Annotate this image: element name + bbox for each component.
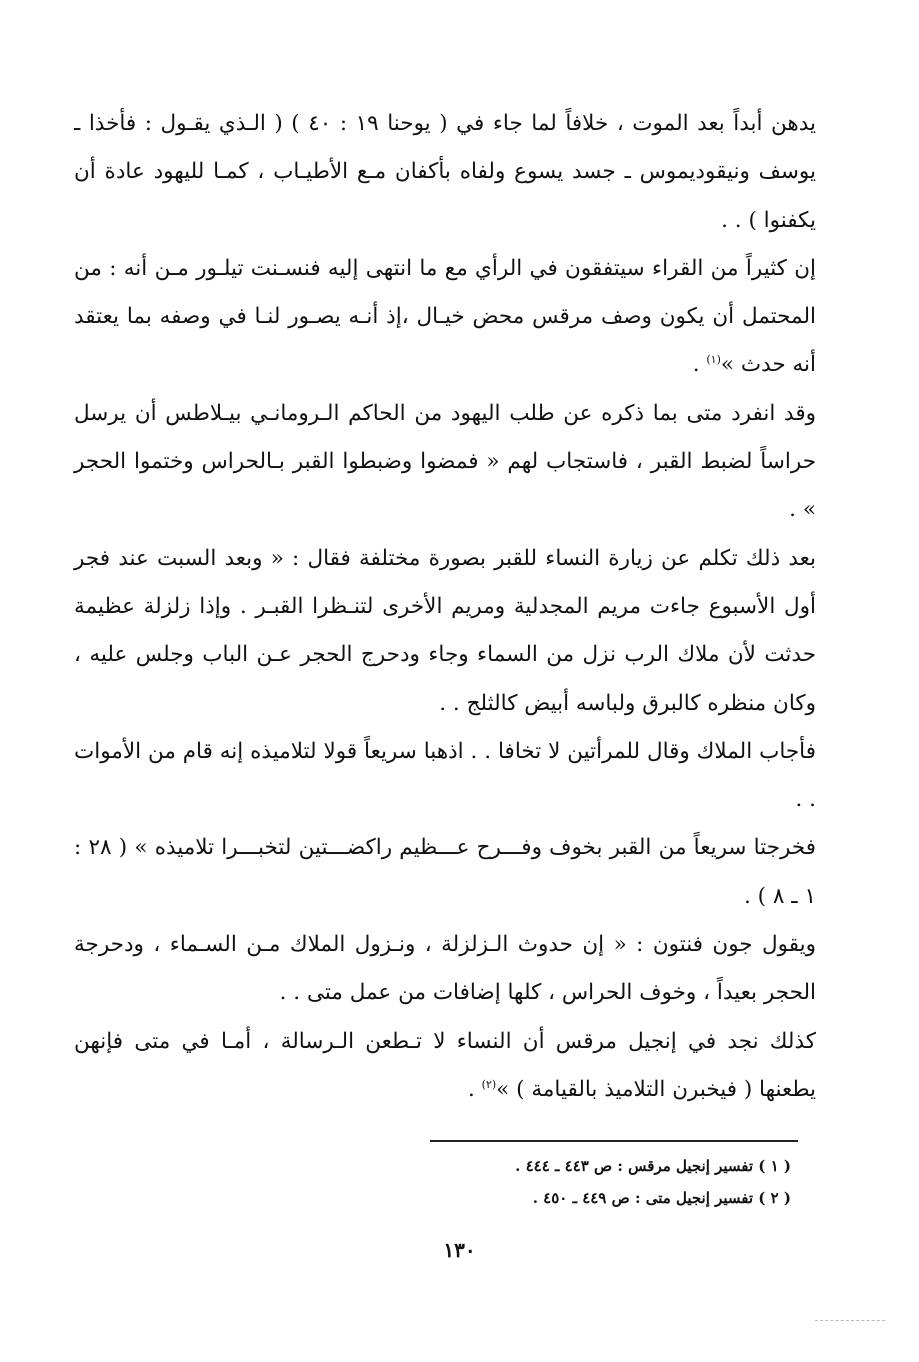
footnote-divider	[430, 1140, 798, 1142]
scan-edge-mark	[815, 1320, 885, 1321]
paragraph: فخرجتا سريعاً من القبر بخوف وفـــرح عـــظيم راكضـــتين لتخبـــرا تلاميذه » ( ٢٨ : ١ ـ ٨ ) .	[74, 835, 817, 909]
paragraph: يدهن أبداً بعد الموت ، خلافاً لما جاء في ( يوحنا ١٩ : ٤٠ ) ( الـذي يقـول : فأخذا ـ يوسف ونيقوديموس ـ جسد يسوع ولفاه بأكفان مـع الأطيـاب ، كمـا لليهود عادة أن يكفنوا ) . .	[74, 111, 816, 233]
footnote-marker: (٢)	[481, 1077, 497, 1091]
paragraph: ويقول جون فنتون : « إن حدوث الـزلزلة ، ونـزول الملاك مـن السـماء ، ودحرجة الحجر بعيداً ، وخوف الحراس ، كلها إضافات من عمل متى . .	[74, 932, 816, 1006]
main-text	[74, 100, 816, 1114]
footnote-1: ( ١ ) تفسير إنجيل مرقس : ص ٤٤٣ ـ ٤٤٤ .	[515, 1157, 791, 1175]
footnote-marker: (١)	[706, 353, 721, 367]
paragraph: وقد انفرد متى بما ذكره عن طلب اليهود من الحاكم الـرومانـي بيـلاطس أن يرسل حراساً لضبط القبر ، فاستجاب لهم « فمضوا وضبطوا القبر بـالحراس وختموا الحجر » .	[74, 400, 816, 523]
page-number: ١٣٠	[443, 1238, 476, 1262]
paragraph-text: إن كثيراً من القراء سيتفقون في الرأي مع ما انتهى إليه فنسـنت تيلـور مـن أنه : من المحتمل أن يكون وصف مرقس محض خيـال ،إذ أنـه يصـور لنـا في وصفه بما يعتقد أنه حدث »	[74, 255, 816, 378]
paragraph-text: كذلك نجد في إنجيل مرقس أن النساء لا تـطعن الـرسالة ، أمـا في متى فإنهن يطعنها ( فيخبرن التلاميذ بالقيامة ) »	[74, 1028, 816, 1102]
paragraph	[74, 1018, 816, 1115]
paragraph: فأجاب الملاك وقال للمرأتين لا تخافا . . اذهبا سريعاً قولا لتلاميذه إنه قام من الأموات . .	[74, 738, 816, 813]
paragraph-tail: .	[692, 352, 707, 378]
paragraph-tail: .	[467, 1076, 482, 1102]
paragraph	[74, 245, 816, 390]
footnote-2: ( ٢ ) تفسير إنجيل متى : ص ٤٤٩ ـ ٤٥٠ .	[532, 1189, 791, 1207]
footnotes	[515, 1150, 791, 1214]
paragraph: بعد ذلك تكلم عن زيارة النساء للقبر بصورة مختلفة فقال : « وبعد السبت عند فجر أول الأسبوع جاءت مريم المجدلية ومريم الأخرى لتنـظرا القبـر . وإذا زلزلة عظيمة حدثت لأن ملاك الرب نزل من السماء وجاء ودحرج الحجر عـن الباب وجلس عليه ، وكان منظره كالبرق ولباسه أبيض كالثلج . .	[74, 545, 816, 716]
